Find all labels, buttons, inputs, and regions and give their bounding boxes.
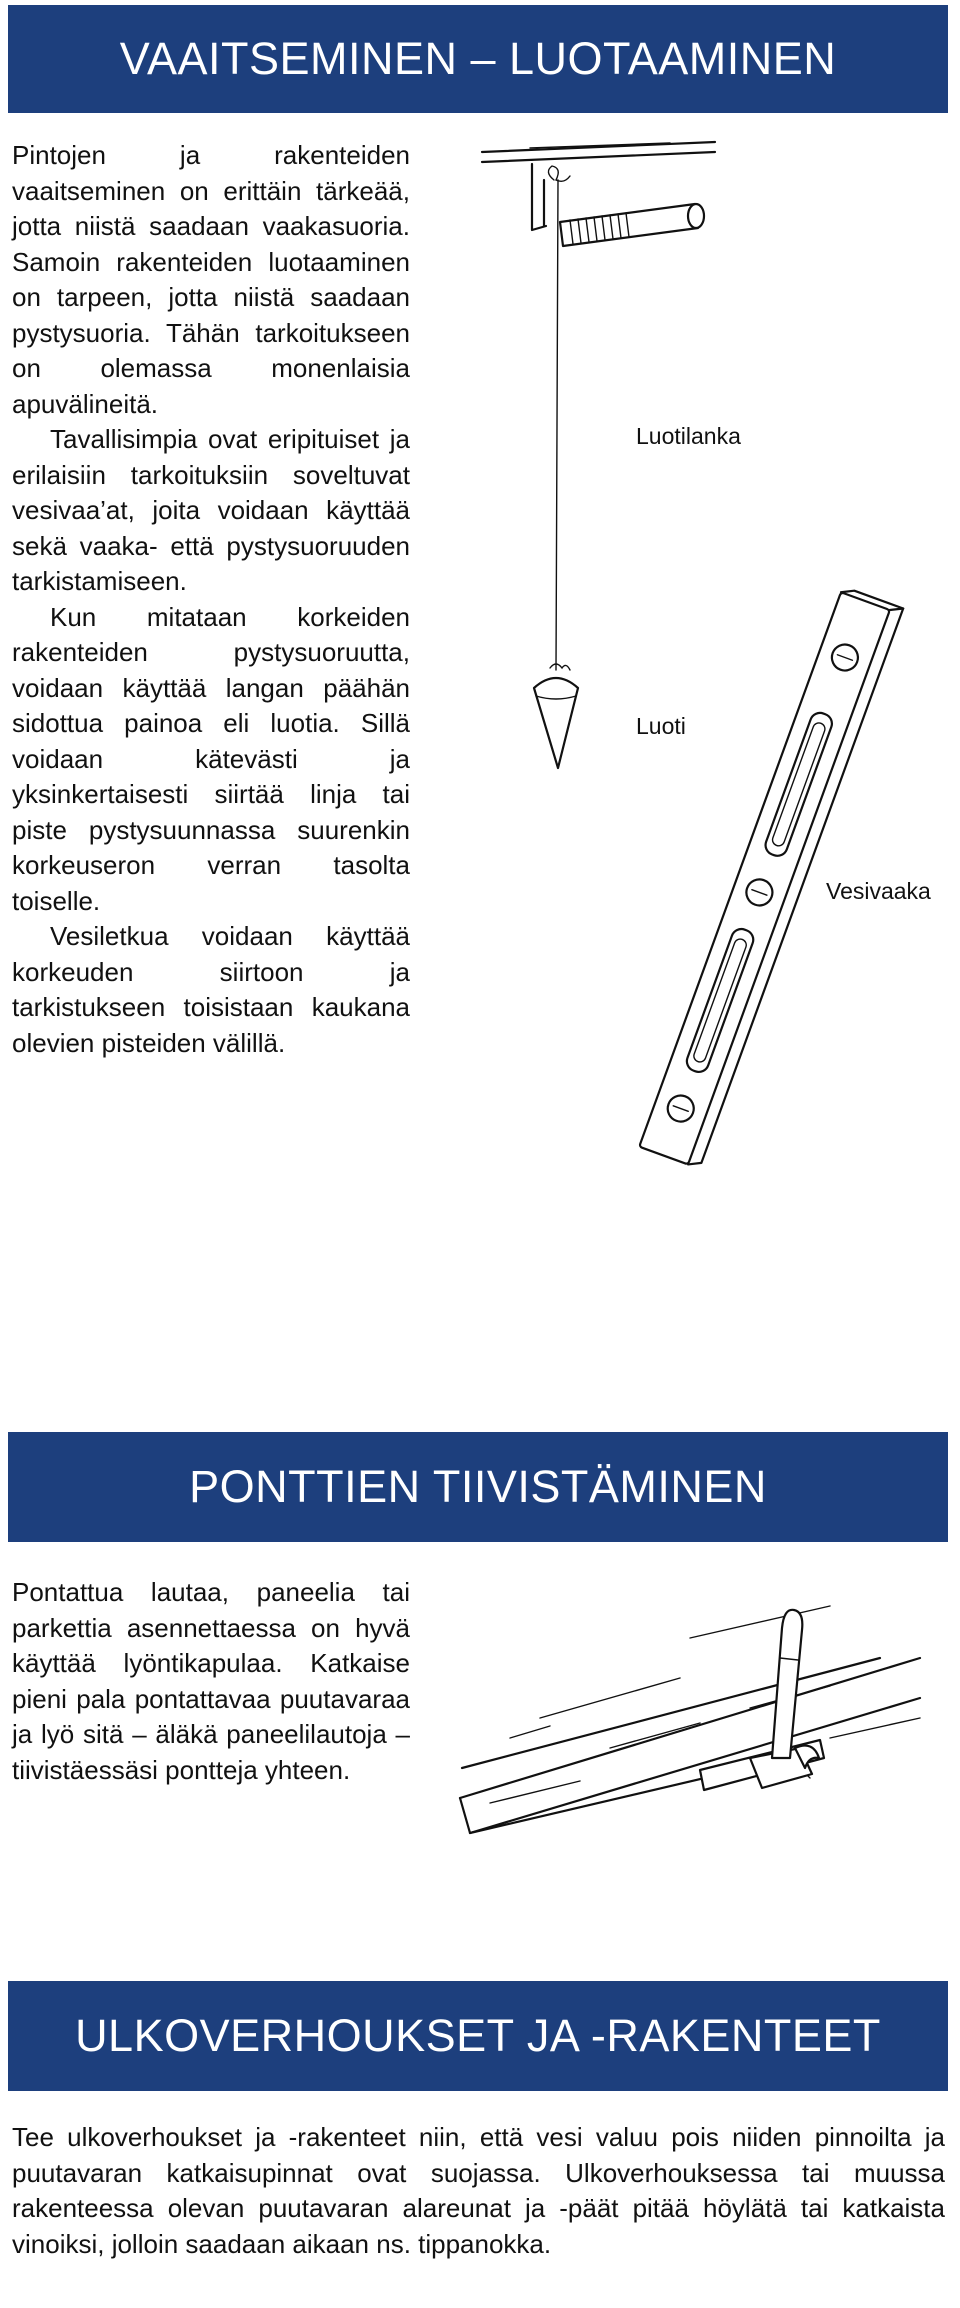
paragraph: Pintojen ja rakenteiden vaaitseminen on erittäin tärkeää, jotta niistä saadaan vaakasuoria. Samoin rakenteiden luotaaminen on tarpeen, jotta niistä saadaan pystysuoria. Tähän tarkoitukseen on olemassa monenlaisia apuvälineitä. xyxy=(12,140,410,419)
paragraph: Pontattua lautaa, paneelia tai parkettia asennettaessa on hyvä käyttää lyöntikapulaa. Katkaise pieni pala pontattavaa puutavaraa ja lyö sitä – äläkä paneelilautoja – tiivistäessäsi pontteja yhteen. xyxy=(12,1577,410,1785)
section-title-ponttien: PONTTIEN TIIVISTÄMINEN xyxy=(8,1432,948,1542)
label-luoti: Luoti xyxy=(636,713,686,739)
label-luotilanka: Luotilanka xyxy=(636,423,741,449)
section-title-vaaitseminen: VAAITSEMINEN – LUOTAAMINEN xyxy=(8,5,948,113)
paragraph: Kun mitataan korkeiden rakenteiden pystysuoruutta, voidaan käyttää langan päähän sidottua painoa eli luotia. Sillä voidaan kätevästi ja yksinkertaisesti siirtää linja tai piste pystysuunnassa suurenkin korkeuseron verran tasolta toiselle. xyxy=(12,601,410,916)
paragraph: Vesiletkua voidaan käyttää korkeuden siirtoon ja tarkistukseen toisistaan kaukana olevien pisteiden välillä. xyxy=(12,921,410,1058)
paragraph: Tavallisimpia ovat eripituiset ja erilaisiin tarkoituksiin soveltuvat vesivaa’at, joita voidaan käyttää sekä vaaka- että pystysuoruuden tarkistamiseen. xyxy=(12,424,410,596)
paragraph: Tee ulkoverhoukset ja -rakenteet niin, että vesi valuu pois niiden pinnoilta ja puutavaran katkaisupinnat ovat suojassa. Ulkoverhouksessa tai muussa rakenteessa olevan puutavaran alareunat ja -päät pitää höylätä tai katkaista vinoiksi, jolloin saadaan aikaan ns. tippanokka. xyxy=(12,2122,945,2259)
section-body-vaaitseminen xyxy=(12,138,410,1061)
section-body-ponttien xyxy=(12,1575,410,1788)
section-body-ulkoverhoukset xyxy=(12,2120,945,2262)
section-title-ulkoverhoukset: ULKOVERHOUKSET JA -RAKENTEET xyxy=(8,1981,948,2091)
tapping-block-illustration xyxy=(450,1598,930,1868)
spirit-level-illustration xyxy=(600,575,940,1175)
label-vesivaaka: Vesivaaka xyxy=(826,878,931,904)
